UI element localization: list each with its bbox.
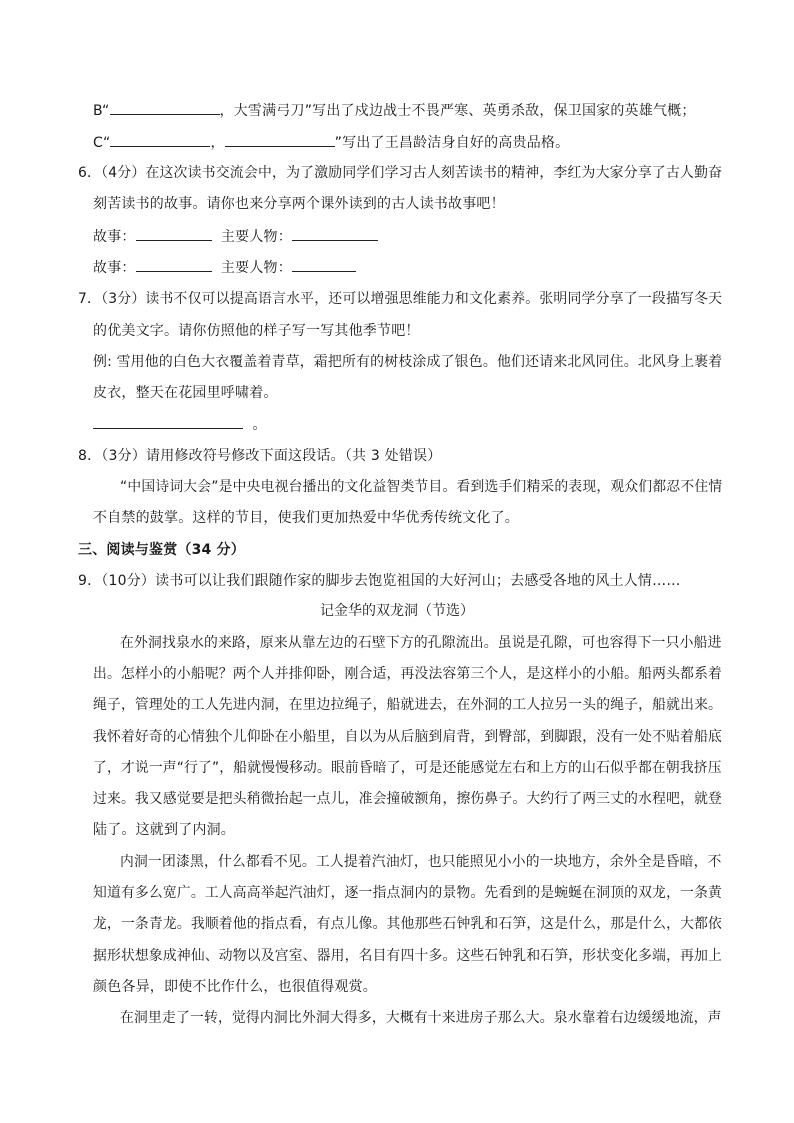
para1-line: 我怀着好奇的心情独个儿仰卧在小船里，自以为从后脑到肩背，到臀部，到脚跟，没有一处不贴着船底 (93, 729, 723, 745)
para1-line: 出。怎样小的小船呢？两个人并排仰卧，刚合适，再没法容第三个人，是这样小的小船。船两头都系着 (93, 666, 723, 682)
answer-blank[interactable] (225, 132, 335, 147)
q9-line1: 9．（10分）读书可以让我们跟随作家的脚步去饱览祖国的大好河山；去感受各地的风土人情…… (78, 573, 681, 589)
para1-line: 在外洞找泉水的来路，原来从靠左边的石壁下方的孔隙流出。虽说是孔隙，可也容得下一只小船进 (120, 635, 722, 651)
q7-example1: 例: 雪用他的白色大衣覆盖着青草，霜把所有的树枝涂成了银色。他们还请来北风同住。北风身上裹着 (93, 354, 723, 370)
line-b (93, 100, 696, 121)
para1-line: 绳子，管理处的工人先进内洞，在里边拉绳子，船就进去，在外洞的工人拉另一头的绳子，船就出来。 (93, 697, 723, 713)
q8-paragraph-2: 不自禁的鼓掌。这样的节目，使我们更加热爱中华优秀传统文化了。 (93, 510, 519, 526)
q7-example2: 皮衣，整天在花园里呼啸着。 (93, 385, 278, 401)
para2-line: 颜色各异，即使不比作什么，也很值得观赏。 (93, 979, 377, 995)
para1-line: 了，才说一声“行了”，船就慢慢移动。眼前昏暗了，可是还能感觉左右和上方的山石似乎都在朝我挤压 (93, 760, 722, 776)
person-blank[interactable] (292, 226, 378, 241)
para2-line: 龙，一条青龙。我顺着他的指点看，有点儿像。其他那些石钟乳和石笋，这是什么，那是什么，大都依 (93, 916, 723, 932)
para1-line: 过来。我又感觉要是把头稍微抬起一点儿，准会撞破额角，擦伤鼻子。大约行了两三丈的水程吧，就登 (93, 791, 723, 807)
c-suffix: ”写出了王昌龄洁身自好的高贵品格。 (334, 135, 570, 151)
q7-line1: 7．（3分）读书不仅可以提高语言水平，还可以增强思维能力和文化素养。张明同学分享了一段描写冬天 (78, 291, 723, 307)
b-suffix: ，大雪满弓刀”写出了戍边战士不畏严寒、英勇杀敌，保卫国家的英雄气概； (219, 103, 696, 119)
answer-blank[interactable] (110, 132, 210, 147)
q7-answer-row (93, 414, 267, 435)
answer-blank[interactable] (93, 414, 243, 429)
para2-line: 知道有多么宽广。工人高高举起汽油灯，逐一指点洞内的景物。先看到的是蜿蜒在洞顶的双龙，一条黄 (93, 885, 723, 901)
c-mid: ， (210, 135, 225, 151)
answer-blank[interactable] (110, 100, 220, 115)
q8-paragraph-1: “中国诗词大会”是中央电视台播出的文化益智类节目。看到选手们精采的表现，观众们都忍不住情 (120, 479, 723, 495)
para1-line: 陆了。这就到了内洞。 (93, 822, 235, 838)
person-label: 主要人物： (220, 260, 292, 276)
c-prefix: C“ (93, 135, 111, 151)
q7-end: 。 (252, 417, 267, 433)
para2-line: 据形状想象成神仙、动物以及宫室、器用，名目有四十多。这些石钟乳和石笋，形状变化多端，再加上 (93, 948, 723, 964)
para3-line: 在洞里走了一转，觉得内洞比外洞大得多，大概有十来进房子那么大。泉水靠着右边缓缓地流，声 (120, 1010, 722, 1026)
q8-line1: 8．（3分）请用修改符号修改下面这段话。（共 3 处错误） (78, 448, 442, 464)
b-prefix: B“ (93, 103, 110, 119)
story-row-1 (93, 226, 378, 247)
q7-line2: 的优美文字。请你仿照他的样子写一写其他季节吧！ (93, 323, 420, 339)
story-row-2 (93, 257, 356, 278)
story-blank[interactable] (136, 257, 212, 272)
story-label: 故事： (93, 260, 136, 276)
para2-line: 内洞一团漆黑，什么都看不见。工人提着汽油灯，也只能照见小小的一块地方，余外全是昏暗，不 (120, 854, 722, 870)
q6-line2: 刻苦读书的故事。请你也来分享两个课外读到的古人读书故事吧！ (93, 196, 505, 212)
story-blank[interactable] (136, 226, 212, 241)
person-label: 主要人物： (220, 229, 292, 245)
passage-title: 记金华的双龙洞（节选） (320, 603, 474, 619)
story-label: 故事： (93, 229, 136, 245)
q6-line1: 6．（4分）在这次读书交流会中，为了激励同学们学习古人刻苦读书的精神，李红为大家分享了古人勤奋 (78, 165, 723, 181)
section-heading: 三、阅读与鉴赏（34 分） (78, 542, 245, 558)
person-blank[interactable] (292, 257, 356, 272)
line-c (93, 132, 569, 153)
